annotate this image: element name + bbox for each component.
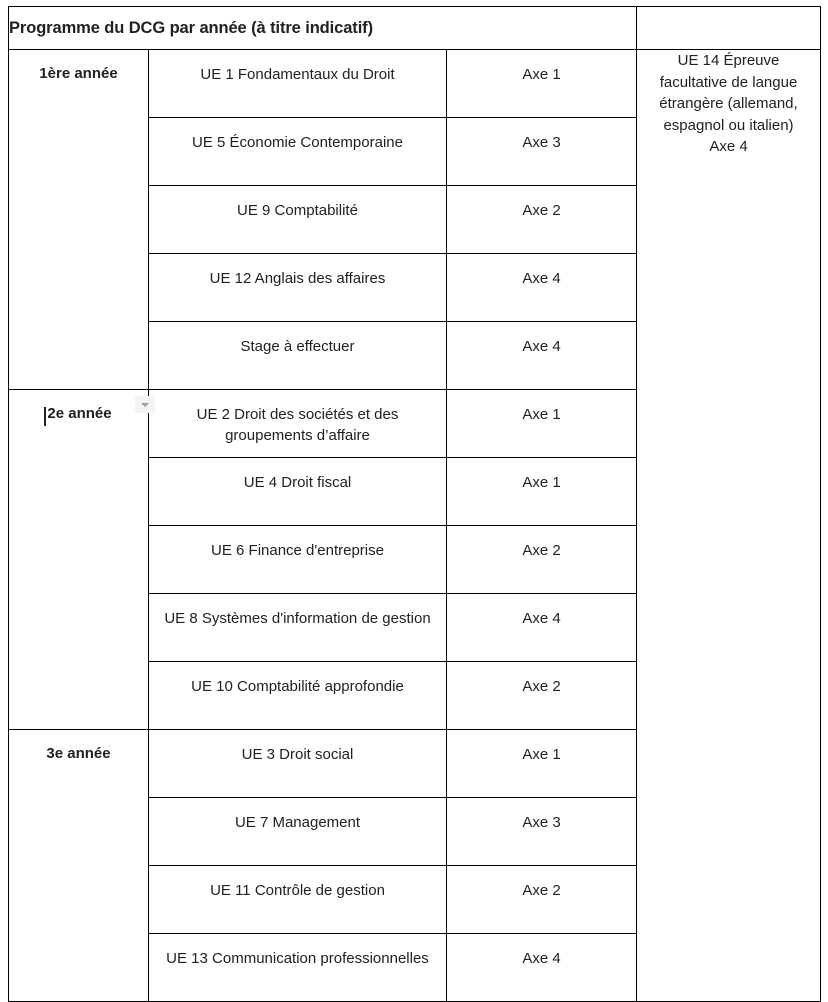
ue-cell[interactable] (149, 934, 447, 1002)
axe-cell[interactable] (447, 730, 637, 798)
programme-dcg-table (8, 6, 821, 1002)
ue-label: UE 1 Fondamentaux du Droit (200, 66, 395, 83)
table-body (9, 7, 821, 1002)
axe-label: Axe 4 (522, 270, 561, 287)
ue-label: UE 3 Droit social (241, 746, 354, 763)
ue-cell[interactable] (149, 526, 447, 594)
axe-label: Axe 4 (522, 950, 561, 967)
optional-unit-label: UE 14 Épreuve facultative de langue étrangère (allemand, espagnol ou italien) Axe 4 (659, 52, 798, 155)
axe-cell[interactable] (447, 458, 637, 526)
axe-label: Axe 4 (522, 338, 561, 355)
axe-label: Axe 2 (522, 882, 561, 899)
axe-cell[interactable] (447, 866, 637, 934)
ue-label: UE 12 Anglais des affaires (209, 270, 386, 287)
optional-unit-cell[interactable] (637, 50, 821, 1002)
year-label: 3e année (46, 745, 111, 762)
ue-cell[interactable] (149, 118, 447, 186)
table-header-row (9, 7, 821, 50)
axe-cell[interactable] (447, 798, 637, 866)
chevron-down-glyph (141, 403, 149, 407)
ue-cell[interactable] (149, 594, 447, 662)
ue-cell[interactable] (149, 50, 447, 118)
page-title: Programme du DCG par année (à titre indicatif) (9, 19, 373, 37)
year-cell-2[interactable] (9, 390, 149, 730)
ue-cell[interactable] (149, 322, 447, 390)
axe-cell[interactable] (447, 322, 637, 390)
ue-label: UE 4 Droit fiscal (243, 474, 352, 491)
chevron-down-icon[interactable] (135, 396, 155, 413)
ue-label: UE 10 Comptabilité approfondie (191, 678, 404, 695)
axe-label: Axe 1 (522, 746, 561, 763)
ue-label: UE 11 Contrôle de gestion (210, 882, 385, 899)
ue-cell[interactable] (149, 866, 447, 934)
year-cell-3[interactable] (9, 730, 149, 1002)
axe-cell[interactable] (447, 594, 637, 662)
axe-cell[interactable] (447, 934, 637, 1002)
axe-cell[interactable] (447, 118, 637, 186)
axe-label: Axe 2 (522, 202, 561, 219)
axe-cell[interactable] (447, 50, 637, 118)
axe-cell[interactable] (447, 662, 637, 730)
axe-label: Axe 1 (522, 66, 561, 83)
axe-label: Axe 2 (522, 678, 561, 695)
ue-label: UE 13 Communication professionnelles (166, 950, 429, 967)
ue-cell[interactable] (149, 458, 447, 526)
axe-cell[interactable] (447, 526, 637, 594)
table-title-cell (9, 7, 637, 50)
ue-label: UE 8 Systèmes d'information de gestion (164, 610, 431, 627)
ue-cell[interactable] (149, 186, 447, 254)
year-label-text: 2e année (47, 405, 112, 422)
ue-cell[interactable] (149, 254, 447, 322)
ue-label: Stage à effectuer (240, 338, 355, 355)
ue-label: UE 6 Finance d'entreprise (211, 542, 384, 559)
axe-label: Axe 3 (522, 134, 561, 151)
ue-label: UE 2 Droit des sociétés et des groupements d’affaire (196, 406, 399, 444)
ue-cell[interactable] (149, 730, 447, 798)
table-row (9, 50, 821, 118)
axe-label: Axe 2 (522, 542, 561, 559)
ue-cell[interactable] (149, 390, 447, 458)
year-label: 1ère année (39, 65, 118, 82)
axe-cell[interactable] (447, 390, 637, 458)
axe-cell[interactable] (447, 186, 637, 254)
ue-cell[interactable] (149, 798, 447, 866)
axe-cell[interactable] (447, 254, 637, 322)
axe-label: Axe 4 (522, 610, 561, 627)
ue-label: UE 9 Comptabilité (237, 202, 358, 219)
axe-label: Axe 1 (522, 406, 561, 423)
ue-label: UE 5 Économie Contemporaine (192, 134, 403, 151)
ue-cell[interactable] (149, 662, 447, 730)
axe-label: Axe 3 (522, 814, 561, 831)
year-label (9, 390, 148, 422)
axe-label: Axe 1 (522, 474, 561, 491)
ue-label: UE 7 Management (234, 814, 361, 831)
header-spacer-cell (637, 7, 821, 50)
year-cell-1[interactable] (9, 50, 149, 390)
